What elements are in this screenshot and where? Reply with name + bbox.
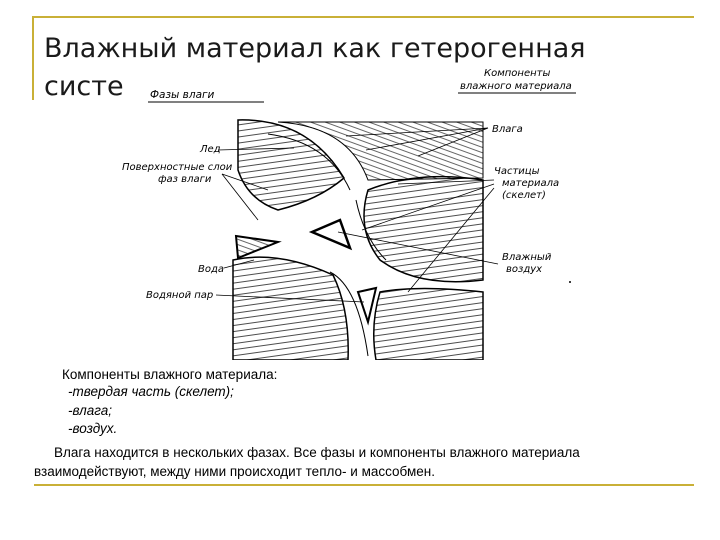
label-surface-1: Поверхностные слои <box>122 162 233 173</box>
diagram-svg <box>118 60 590 360</box>
label-particles-3: (скелет) <box>502 190 546 201</box>
moist-material-diagram <box>118 60 590 360</box>
description-paragraph: Влага находится в нескольких фазах. Все фазы и компоненты влажного материала взаимодействуют, между ними происходит тепло- и массобмен. <box>34 445 580 479</box>
accent-top-line <box>34 16 694 18</box>
label-phases: Фазы влаги <box>150 89 215 101</box>
slide-title: Влажный материал как гетерогенная систе <box>44 33 586 102</box>
label-particles-2: материала <box>502 178 560 189</box>
label-particles-1: Частицы <box>494 166 540 177</box>
label-humid-air-2: воздух <box>506 264 543 275</box>
accent-vertical-line <box>32 16 34 100</box>
component-moisture: -влага; <box>68 403 112 418</box>
label-humid-air-1: Влажный <box>502 252 552 263</box>
component-air: -воздух. <box>68 421 118 436</box>
label-components-1: Компоненты <box>484 68 551 79</box>
component-skeleton: -твердая часть (скелет); <box>68 384 234 399</box>
label-vapor: Водяной пар <box>146 290 214 301</box>
label-surface-2: фаз влаги <box>158 174 212 185</box>
accent-bottom-line <box>34 484 694 486</box>
label-components-2: влажного материала <box>460 81 572 92</box>
label-moisture: Влага <box>492 124 523 135</box>
components-heading: Компоненты влажного материала: <box>62 367 278 382</box>
label-ice: Лед <box>200 144 221 155</box>
label-water: Вода <box>198 264 225 275</box>
